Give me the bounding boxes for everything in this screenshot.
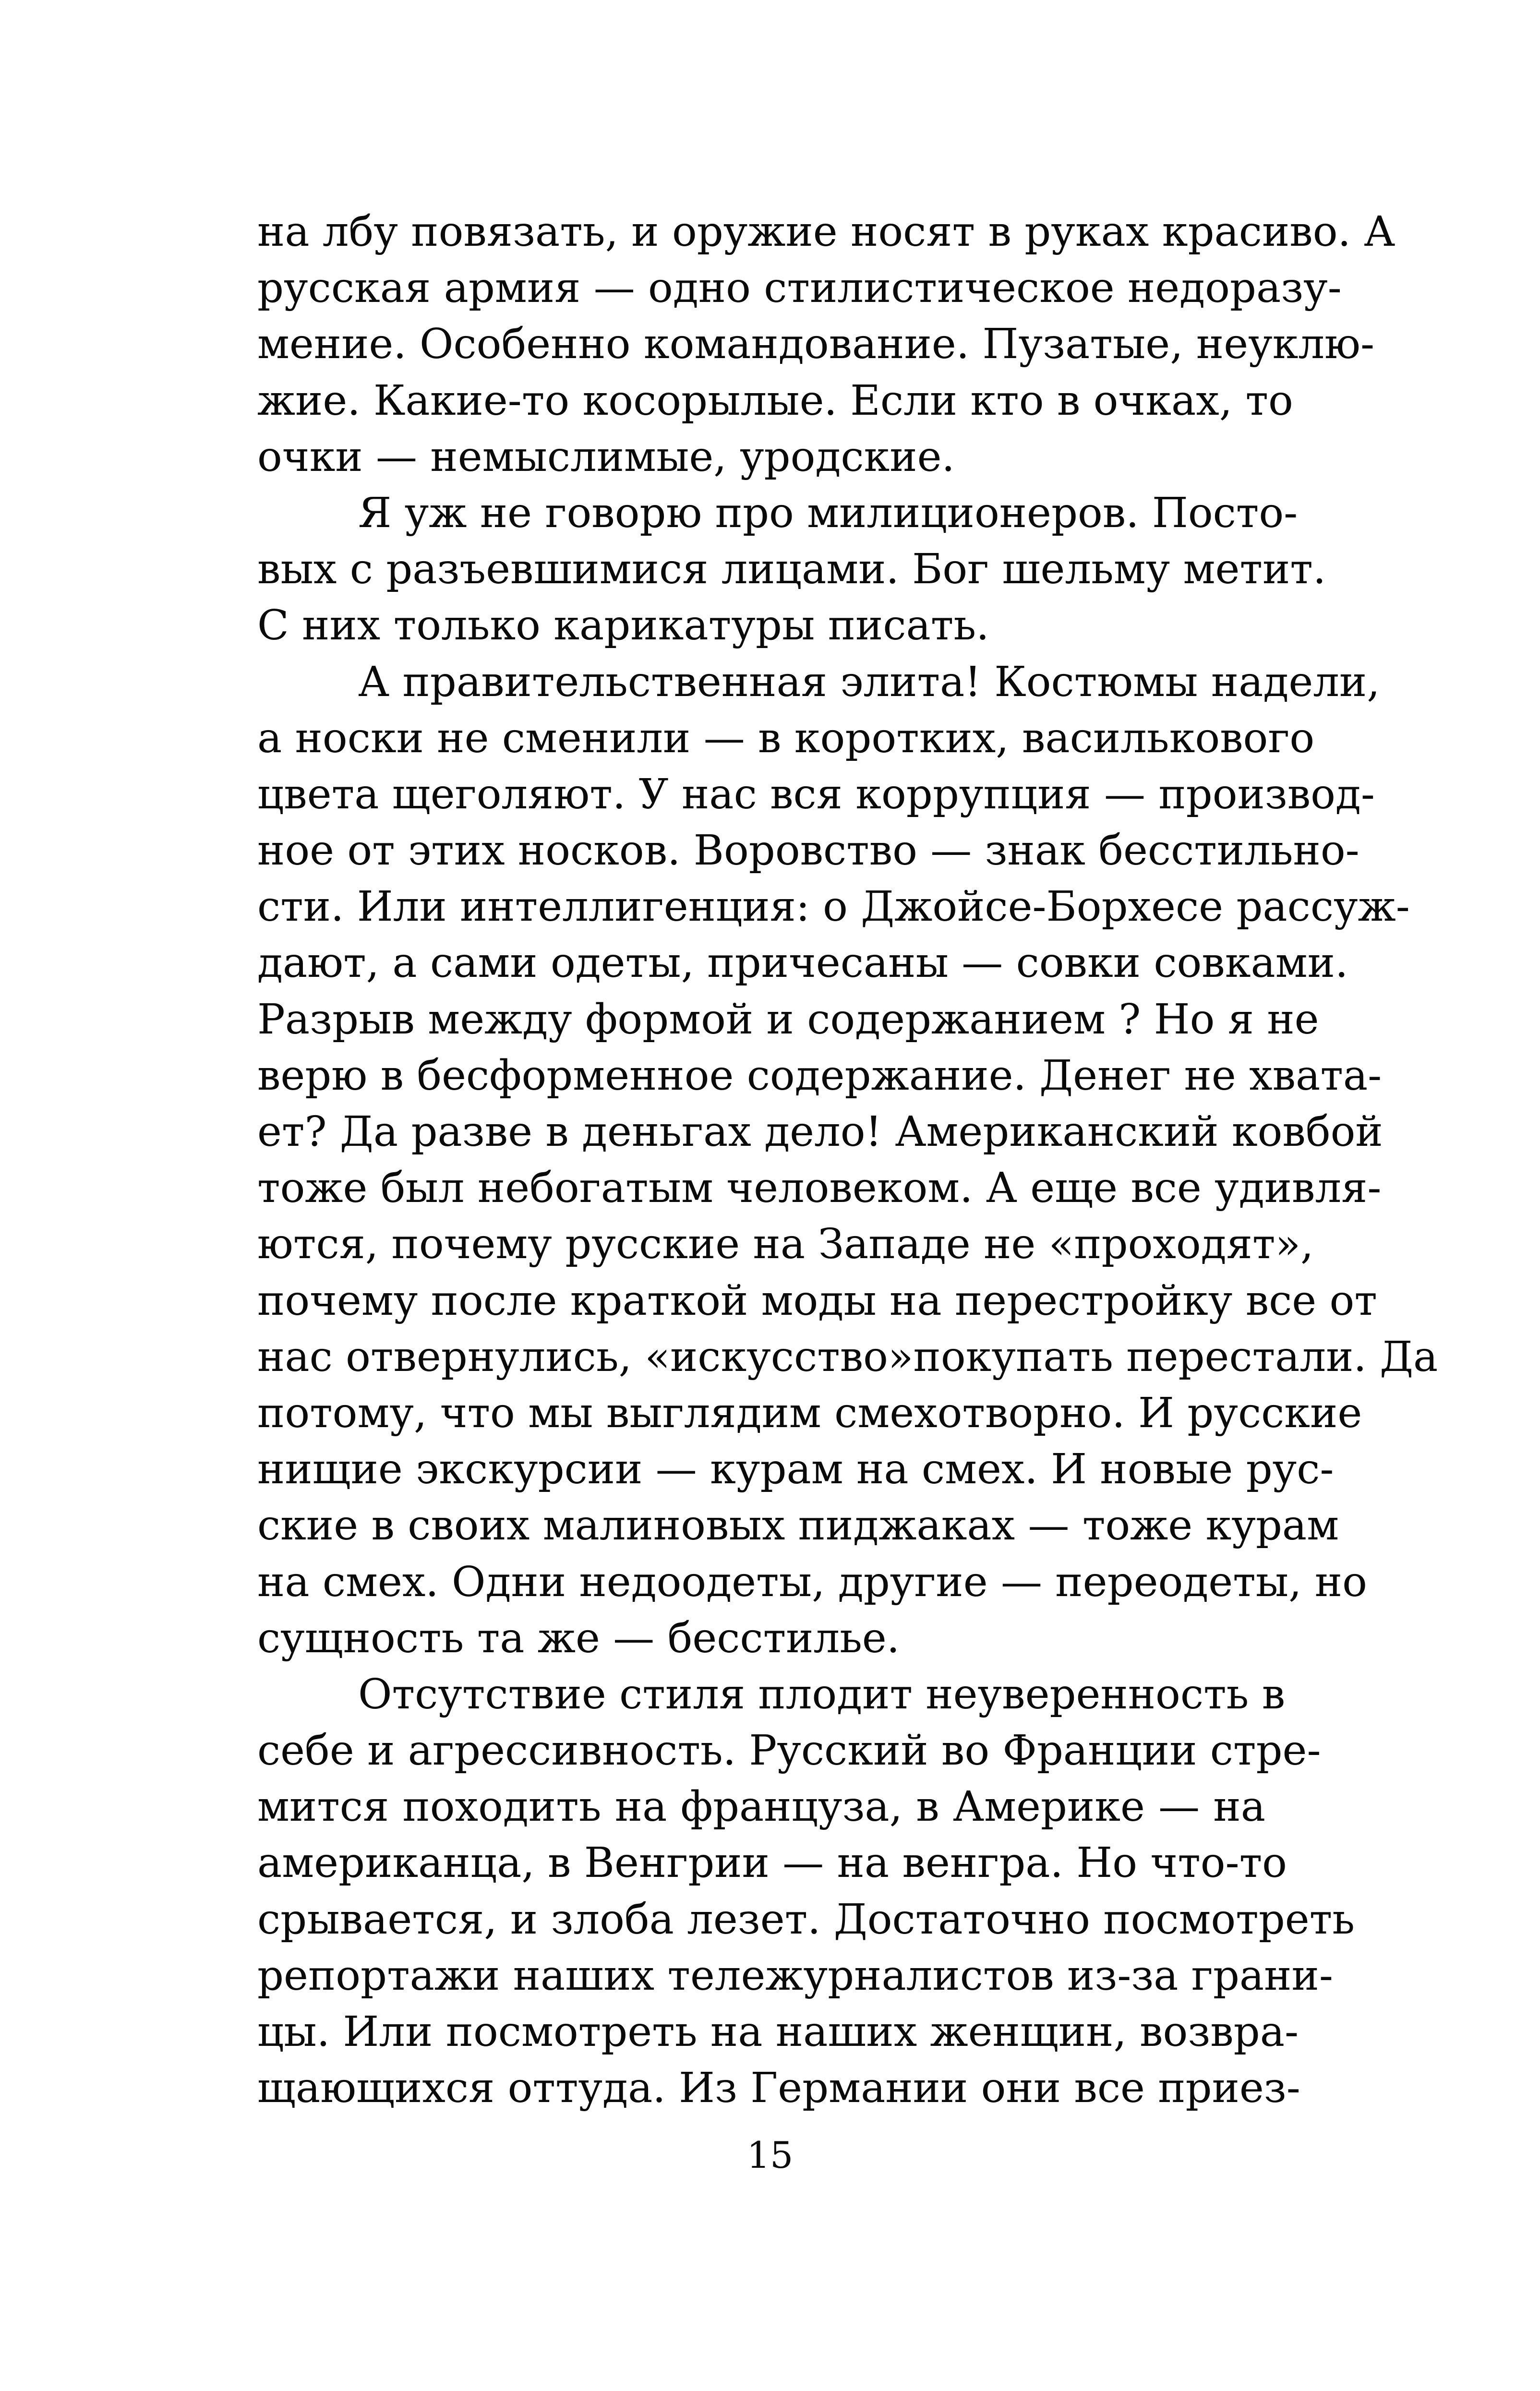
text-line: нас отвернулись, «искусство»покупать перестали. Да — [257, 1333, 1438, 1381]
text-line: американца, в Венгрии — на венгра. Но что-то — [257, 1839, 1287, 1887]
text-line: на лбу повязать, и оружие носят в руках красиво. А — [257, 208, 1396, 256]
text-line: потому, что мы выглядим смехотворно. И русские — [257, 1389, 1362, 1437]
text-line: сти. Или интеллигенция: о Джойсе-Борхесе рассуж- — [257, 883, 1410, 931]
text-line: Разрыв между формой и содержанием ? Но я не — [257, 995, 1319, 1044]
text-line: С них только карикатуры писать. — [257, 601, 989, 650]
text-line: на смех. Одни недоодеты, другие — переодеты, но — [257, 1558, 1367, 1606]
text-line: а носки не сменили — в коротких, василькового — [257, 714, 1315, 762]
text-line: почему после краткой моды на перестройку все от — [257, 1276, 1377, 1325]
text-line: вых с разъевшимися лицами. Бог шельму метит. — [257, 545, 1326, 594]
text-line: щающихся оттуда. Из Германии они все приез- — [257, 2064, 1300, 2113]
text-line: ет? Да разве в деньгах дело! Американский ковбой — [257, 1108, 1383, 1156]
paragraph-first-line: А правительственная элита! Костюмы надели, — [358, 658, 1380, 706]
text-line: срывается, и злоба лезет. Достаточно посмотреть — [257, 1895, 1355, 1944]
text-line: нищие экскурсии — курам на смех. И новые рус- — [257, 1445, 1334, 1494]
text-line: мение. Особенно командование. Пузатые, неуклю- — [257, 320, 1374, 369]
text-line: дают, а сами одеты, причесаны — совки совками. — [257, 939, 1348, 987]
paragraph-first-line: Отсутствие стиля плодит неуверенность в — [358, 1670, 1286, 1718]
text-line: верю в бесформенное содержание. Денег не хвата- — [257, 1051, 1382, 1100]
text-line: репортажи наших тележурналистов из-за грани- — [257, 1951, 1333, 2000]
text-line: себе и агрессивность. Русский во Франции стре- — [257, 1727, 1321, 1775]
text-line: очки — немыслимые, уродские. — [257, 433, 955, 481]
paragraph-first-line: Я уж не говорю про милиционеров. Посто- — [358, 489, 1298, 537]
text-line: цы. Или посмотреть на наших женщин, возвра- — [257, 2008, 1299, 2056]
text-line: цвета щеголяют. У нас вся коррупция — производ- — [257, 770, 1375, 818]
text-line: сущность та же — бесстилье. — [257, 1614, 900, 1662]
text-line: русская армия — одно стилистическое недоразу- — [257, 264, 1342, 312]
text-line: ное от этих носков. Воровство — знак бесстильно- — [257, 827, 1360, 875]
text-line: ские в своих малиновых пиджаках — тоже курам — [257, 1502, 1339, 1550]
body-text — [257, 204, 1438, 2116]
text-line: ются, почему русские на Западе не «проходят», — [257, 1220, 1314, 1269]
text-line: тоже был небогатым человеком. А еще все удивля- — [257, 1164, 1382, 1213]
page-number: 15 — [746, 2134, 794, 2176]
text-line: жие. Какие-то косорылые. Если кто в очках, то — [257, 376, 1293, 425]
text-line: мится походить на француза, в Америке — на — [257, 1783, 1265, 1831]
